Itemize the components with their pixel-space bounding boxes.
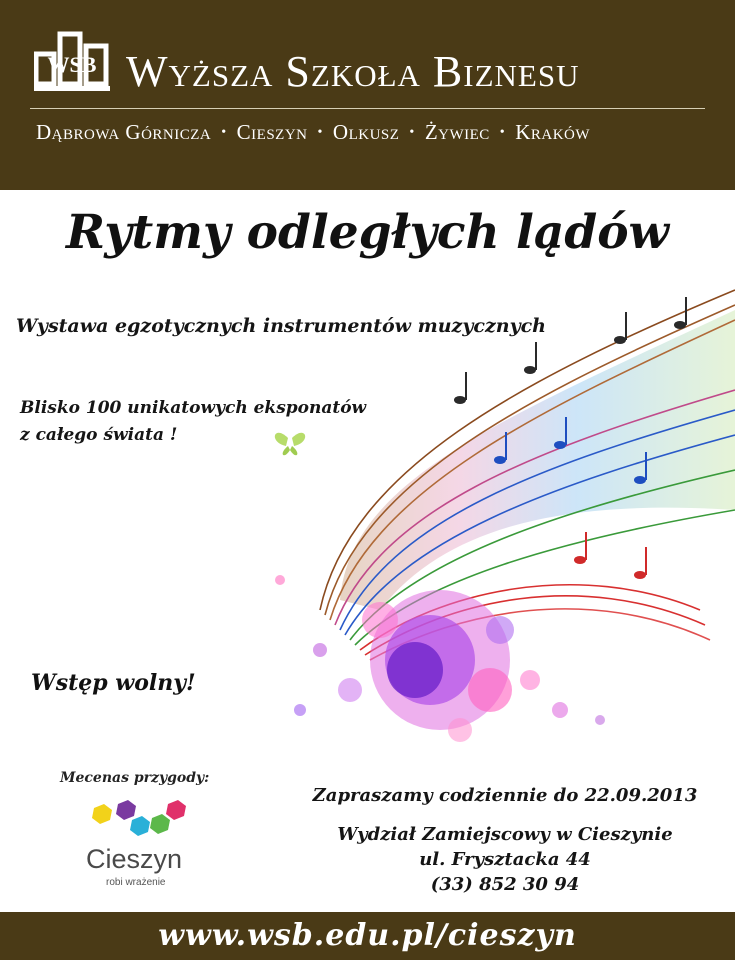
wsb-logo-icon	[34, 30, 110, 94]
music-staff-illustration	[200, 270, 735, 770]
header-banner	[0, 0, 735, 190]
logo-text: WSB	[47, 52, 97, 77]
website-url[interactable]: www.wsb.edu.pl/cieszyn	[158, 918, 577, 953]
event-title: Rytmy odległych lądów	[65, 205, 669, 260]
city-separator: •	[317, 124, 323, 140]
exhibits-note	[20, 395, 366, 449]
event-info	[290, 785, 720, 897]
invitation-text: Zapraszamy codziennie do 22.09.2013	[312, 785, 698, 806]
patron-tagline: robi wrażenie	[106, 877, 166, 888]
phone-number: (33) 852 30 94	[430, 874, 580, 895]
faculty-name: Wydział Zamiejscowy w Cieszynie	[337, 824, 673, 845]
footer-banner	[0, 912, 735, 960]
free-entry-text: Wstęp wolny!	[31, 670, 196, 696]
city-name: Olkusz	[332, 120, 400, 144]
city-name: Cieszyn	[236, 120, 308, 144]
city-separator: •	[409, 124, 415, 140]
exhibition-subtitle: Wystawa egzotycznych instrumentów muzycznych	[16, 315, 546, 337]
header-divider	[30, 108, 705, 109]
city-name: Kraków	[515, 120, 591, 144]
city-name: Żywiec	[424, 120, 490, 144]
patron-label: Mecenas przygody:	[60, 770, 210, 786]
city-separator: •	[221, 124, 227, 140]
city-name: Dąbrowa Górnicza	[36, 120, 212, 144]
street-address: ul. Frysztacka 44	[419, 849, 591, 870]
patron-name: Cieszyn	[86, 844, 183, 874]
exhibits-line: z całego świata !	[20, 425, 178, 445]
exhibits-line: Blisko 100 unikatowych eksponatów	[20, 398, 367, 418]
school-name: Wyższa Szkoła Biznesu	[126, 47, 580, 96]
city-list	[36, 120, 706, 145]
paint-splash-illustration	[275, 575, 605, 742]
city-separator: •	[499, 124, 506, 140]
